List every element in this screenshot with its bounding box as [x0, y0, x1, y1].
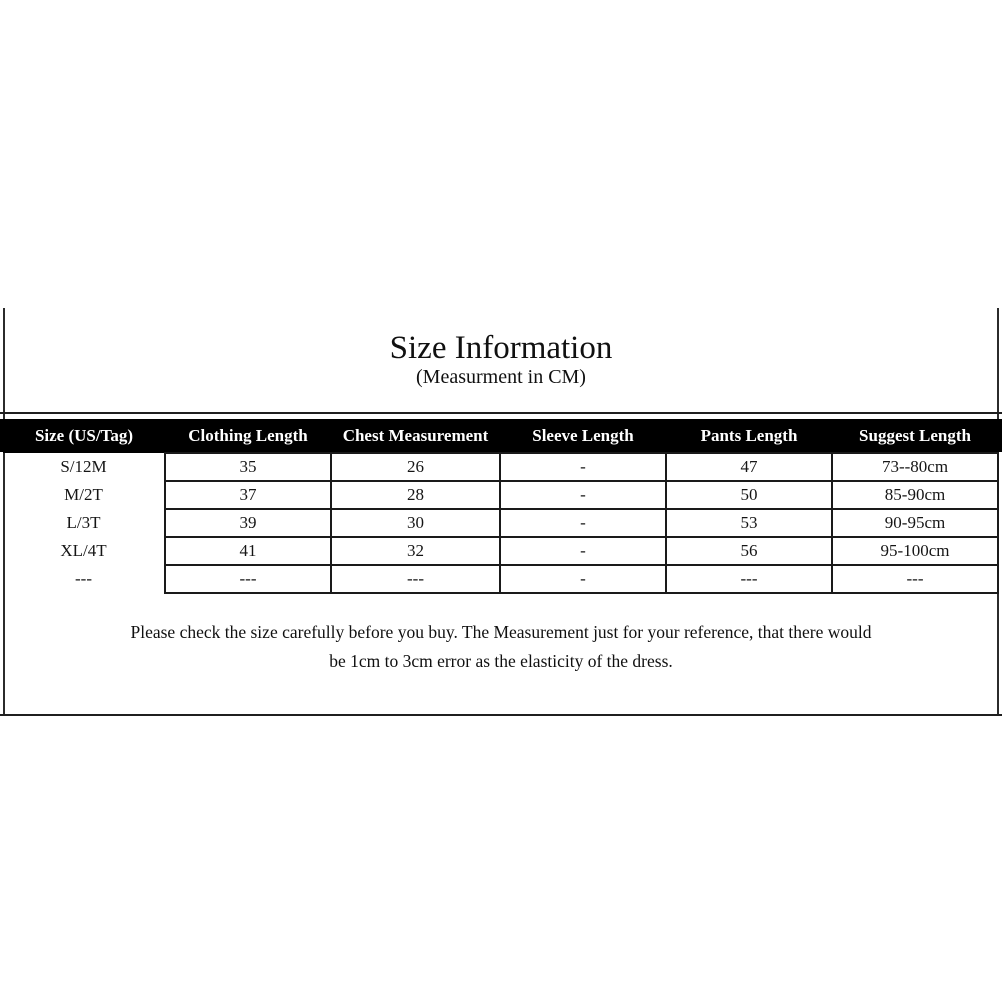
page-title: Size Information	[389, 330, 613, 366]
value-cell: 26	[331, 453, 500, 481]
value-cell: 32	[331, 537, 500, 565]
value-cell: -	[500, 537, 666, 565]
disclaimer-line-2: be 1cm to 3cm error as the elasticity of the dress.	[329, 651, 673, 671]
value-cell: 50	[666, 481, 832, 509]
size-cell: L/3T	[66, 513, 101, 532]
value-cell: ---	[832, 565, 998, 593]
value-cell: -	[500, 565, 666, 593]
table-row	[3, 453, 998, 481]
value-cell: ---	[331, 565, 500, 593]
header-cell-size: Size (US/Tag)	[3, 419, 165, 453]
disclaimer-line-1: Please check the size carefully before you buy. The Measurement just for your reference, that there would	[130, 622, 872, 642]
header-cell-chest-measurement: Chest Measurement	[331, 419, 500, 453]
value-cell: 35	[165, 453, 331, 481]
frame-top-rule	[0, 412, 1002, 414]
value-cell: 47	[666, 453, 832, 481]
frame-bottom-rule	[0, 714, 1002, 716]
value-cell: 73--80cm	[832, 453, 998, 481]
size-table	[3, 419, 999, 594]
header-cell-clothing-length: Clothing Length	[165, 419, 331, 453]
value-cell: 30	[331, 509, 500, 537]
value-cell: 85-90cm	[832, 481, 998, 509]
value-cell: 56	[666, 537, 832, 565]
table-row	[3, 509, 998, 537]
page-subtitle: (Measurment in CM)	[416, 366, 586, 388]
size-cell: S/12M	[60, 457, 107, 476]
table-row	[3, 537, 998, 565]
value-cell: -	[500, 481, 666, 509]
table-row	[3, 565, 998, 593]
value-cell: 53	[666, 509, 832, 537]
title-block	[0, 330, 1002, 388]
disclaimer-note	[0, 618, 1002, 676]
size-cell: ---	[75, 569, 92, 588]
table-row	[3, 481, 998, 509]
value-cell: 28	[331, 481, 500, 509]
value-cell: 37	[165, 481, 331, 509]
value-cell: ---	[666, 565, 832, 593]
header-cell-pants-length: Pants Length	[666, 419, 832, 453]
size-cell: M/2T	[64, 485, 103, 504]
value-cell: -	[500, 453, 666, 481]
table-header-row	[3, 419, 998, 453]
value-cell: 90-95cm	[832, 509, 998, 537]
value-cell: 95-100cm	[832, 537, 998, 565]
header-cell-suggest-length: Suggest Length	[832, 419, 998, 453]
value-cell: 39	[165, 509, 331, 537]
header-cell-sleeve-length: Sleeve Length	[500, 419, 666, 453]
value-cell: 41	[165, 537, 331, 565]
value-cell: ---	[165, 565, 331, 593]
value-cell: -	[500, 509, 666, 537]
size-cell: XL/4T	[60, 541, 107, 560]
